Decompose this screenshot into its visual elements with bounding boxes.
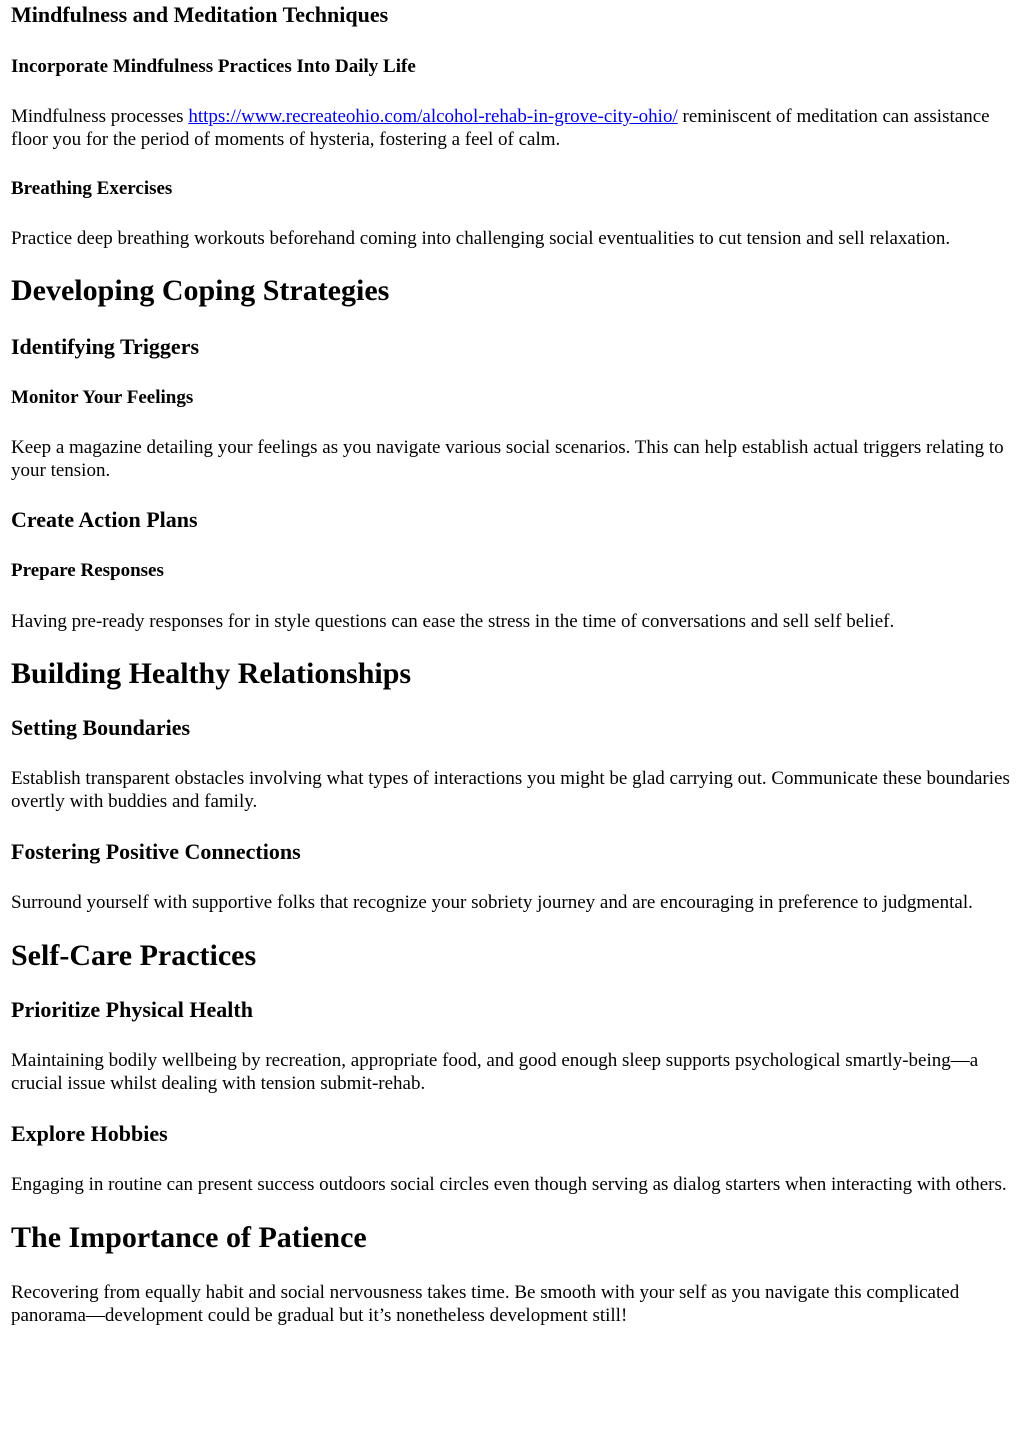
section-title-coping: Developing Coping Strategies xyxy=(11,274,390,307)
subheading-action-plans: Create Action Plans xyxy=(11,507,198,532)
section-title-patience: The Importance of Patience xyxy=(11,1221,367,1254)
section-title-mindfulness: Mindfulness and Meditation Techniques xyxy=(11,2,389,27)
subheading-monitor-feelings: Monitor Your Feelings xyxy=(11,387,194,408)
paragraph-prepare-responses: Having pre-ready responses for in style questions can ease the stress in the time of conversations and sell self belief. xyxy=(11,611,895,632)
paragraph-daily-mindfulness xyxy=(11,105,1013,151)
section-title-selfcare: Self-Care Practices xyxy=(11,939,257,972)
section-title-relationships: Building Healthy Relationships xyxy=(11,657,412,690)
subheading-positive-connections: Fostering Positive Connections xyxy=(11,839,301,864)
subheading-physical-health: Prioritize Physical Health xyxy=(11,997,253,1022)
recreateohio-link[interactable]: https://www.recreateohio.com/alcohol-rehab-in-grove-city-ohio/ xyxy=(188,106,678,127)
paragraph-breathing-exercises: Practice deep breathing workouts beforehand coming into challenging social eventualities to cut tension and sell relaxation. xyxy=(11,228,951,249)
paragraph-physical-health: Maintaining bodily wellbeing by recreation, appropriate food, and good enough sleep supports psychological smartly-being—a crucial issue whilst dealing with tension submit-rehab. xyxy=(11,1050,979,1094)
subheading-setting-boundaries: Setting Boundaries xyxy=(11,715,191,740)
subheading-breathing-exercises: Breathing Exercises xyxy=(11,178,173,199)
paragraph-positive-connections: Surround yourself with supportive folks that recognize your sobriety journey and are encouraging in preference to judgmental. xyxy=(11,892,973,913)
paragraph-monitor-feelings: Keep a magazine detailing your feelings as you navigate various social scenarios. This can help establish actual triggers relating to your tension. xyxy=(11,437,1004,481)
paragraph-text-after-link: reminiscent of meditation can assistance floor you for the period of moments of hysteria, fostering a feel of calm. xyxy=(11,106,990,150)
paragraph-setting-boundaries: Establish transparent obstacles involving what types of interactions you might be glad carrying out. Communicate these boundaries overtly with buddies and family. xyxy=(11,768,1010,812)
paragraph-explore-hobbies: Engaging in routine can present success outdoors social circles even though serving as dialog starters when interacting with others. xyxy=(11,1174,1007,1195)
subheading-prepare-responses: Prepare Responses xyxy=(11,560,164,581)
paragraph-patience: Recovering from equally habit and social nervousness takes time. Be smooth with your self as you navigate this complicated panorama—development could be gradual but it’s nonetheless development still! xyxy=(11,1282,960,1326)
subheading-daily-mindfulness: Incorporate Mindfulness Practices Into Daily Life xyxy=(11,56,416,77)
subheading-explore-hobbies: Explore Hobbies xyxy=(11,1121,168,1146)
paragraph-text-before-link: Mindfulness processes xyxy=(11,106,189,127)
subheading-identifying-triggers: Identifying Triggers xyxy=(11,334,200,359)
